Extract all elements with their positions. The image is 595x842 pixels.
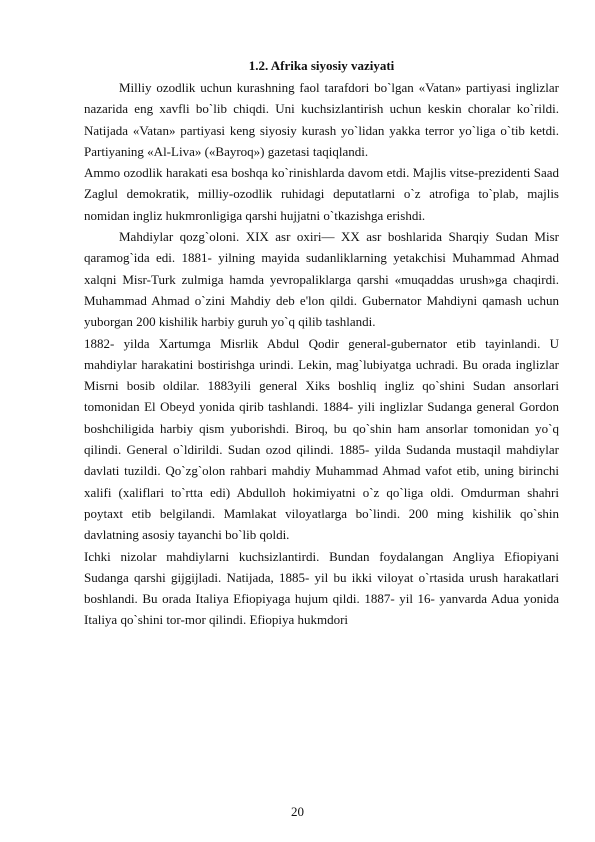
page-number: 20 xyxy=(291,804,304,819)
paragraph-xartum: 1882- yilda Xartumga Misrlik Abdul Qodir general-gubernator etib tayinlandi. U mahdiylar harakatini bostirishga urindi. Lekin, mag`lubiyatga uchradi. Bu orada inglizlar Misrni bosib oldilar. 1883yili general Xiks boshliq ingliz qo`shini Sudan ansorlari tomonidan El Obeyd yonida qirib tashlandi. 1884- yili inglizlar Sudanga general Gordon boshchiligida harbiy qism yuborishdi. Biroq, bu qo`shin ham ansorlar tomonidan yo`q qilindi. General o`ldirildi. Sudan ozod qilindi. 1885- yilda Sudanda mustaqil mahdiylar davlati tuzildi. Qo`zg`olon rahbari mahdiy Muhammad Ahmad vafot etib, uning birinchi xalifi (xaliflari to`rtta edi) Abdulloh hokimiyatni o`z qo`liga oldi. Omdurman shahri poytaxt etib belgilandi. Mamlakat viloyatlarga bo`lindi. 200 ming kishilik qo`shin davlatning asosiy tayanchi bo`lib qoldi. xyxy=(84,335,559,543)
paragraph-mahdiylar: Mahdiylar qozg`oloni. XIX asr oxiri— XX asr boshlarida Sharqiy Sudan Misr qaramog`ida edi. 1881- yilning mayida sudanliklarning yetakchisi Muhammad Ahmad xalqni Misr-Turk zulmiga hamda yevropaliklarga qarshi «muqaddas urush»ga chaqirdi. Muhammad Ahmad o`zini Mahdiy deb e'lon qildi. Gubernator Mahdiyni qamash uchun yuborgan 200 kishilik harbiy guruh yo`q qilib tashlandi. xyxy=(84,229,559,330)
document-page xyxy=(84,56,559,631)
paragraph-ichki-nizolar: Ichki nizolar mahdiylarni kuchsizlantirdi. Bundan foydalangan Angliya Efiopiyani Sudanga qarshi gijgijladi. Natijada, 1885- yil bu ikki viloyat o`rtasida urush harakatlari boshlandi. Bu orada Italiya Efiopiyaga hujum qildi. 1887- yil 16- yanvarda Adua yonida Italiya qo`shini tor-mor qilindi. Efiopiya hukmdori xyxy=(84,548,559,628)
paragraph-zaglul: Ammo ozodlik harakati esa boshqa ko`rinishlarda davom etdi. Majlis vitse-prezidenti Saad Zaglul demokratik, milliy-ozodlik ruhidagi deputatlarni o`z atrofiga to`plab, majlis nomidan ingliz hukmronligiga qarshi hujjatni o`tkazishga erishdi. xyxy=(84,165,559,223)
paragraph-vatan-party: Milliy ozodlik uchun kurashning faol tarafdori bo`lgan «Vatan» partiyasi inglizlar nazarida eng xavfli bo`lib chiqdi. Uni kuchsizlantirish uchun keskin choralar ko`rildi. Natijada «Vatan» partiyasi keng siyosiy kurash yo`lidan yakka terror yo`liga o`tib ketdi. Partiyaning «Al-Liva» («Bayroq») gazetasi taqiqlandi. xyxy=(84,80,559,159)
section-title: 1.2. Afrika siyosiy vaziyati xyxy=(248,58,395,73)
